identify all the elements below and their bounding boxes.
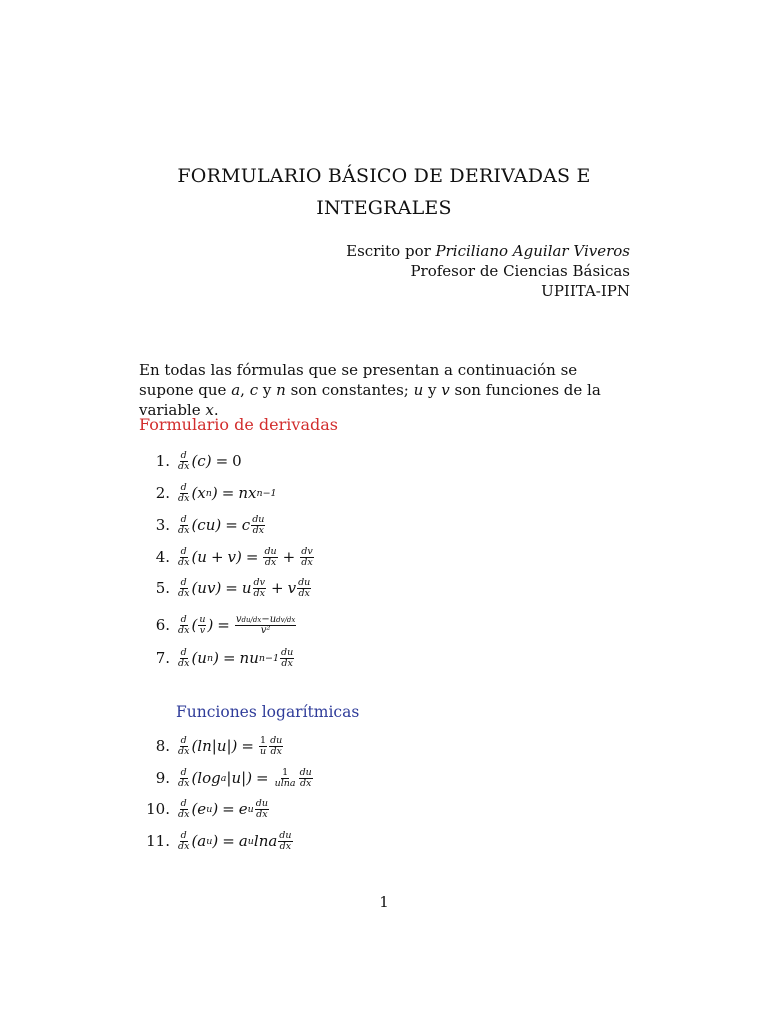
formula-3	[140, 513, 266, 537]
formula-2	[140, 481, 277, 505]
formula-1	[140, 449, 242, 473]
intro-var-x: x	[205, 401, 214, 419]
formula-number: 1.	[155, 452, 170, 470]
formula-math: $\frac{d}{dx}$ (log a |u|) = $\frac{1}{ulna}$ $\frac{du}{dx}$	[178, 766, 312, 789]
formula-math: $\frac{d}{dx}$ (c) = 0	[178, 449, 242, 472]
formula-5	[140, 576, 312, 600]
intro-text-1: En todas las fórmulas que se presentan a continuación se supone que	[139, 361, 578, 399]
formula-math: $\frac{d}{dx}$ (cu) = c $\frac{du}{dx}$	[178, 513, 265, 536]
intro-period: .	[213, 401, 219, 419]
formula-math: $\frac{d}{dx}$ (x n ) = nx n−1	[178, 481, 277, 504]
formula-math: $\frac{d}{dx}$ (e u ) = e u $\frac{du}{dx}$	[178, 797, 268, 820]
formula-number: 5.	[155, 579, 170, 597]
formula-number: 8.	[155, 737, 170, 755]
intro-var-c: c	[249, 381, 259, 399]
intro-y-2: y	[423, 381, 442, 399]
author-institution: UPIITA-IPN	[541, 282, 630, 300]
formula-math: $\frac{d}{dx}$ (ln|u|) = $\frac{1}{u}$ $\frac{du}{dx}$	[178, 734, 283, 757]
formula-number: 6.	[155, 616, 170, 634]
author-name: Priciliano Aguilar Viveros	[435, 242, 630, 260]
formula-math: $\frac{d}{dx}$ (u + v) = $\frac{du}{dx}$ + $\frac{dv}{dx}$	[178, 545, 313, 568]
page-number: 1	[379, 893, 389, 911]
title-line-1: FORMULARIO BÁSICO DE DERIVADAS E	[177, 165, 591, 187]
formula-number: 3.	[155, 516, 170, 534]
formula-8	[140, 734, 284, 758]
formula-number: 7.	[155, 649, 170, 667]
formula-number: 4.	[155, 548, 170, 566]
intro-comma: ,	[240, 381, 250, 399]
author-block	[346, 241, 630, 301]
formula-7	[140, 646, 295, 670]
author-prefix: Escrito por	[346, 242, 436, 260]
intro-var-a: a	[231, 381, 241, 399]
title-line-2: INTEGRALES	[316, 197, 452, 219]
section-heading-derivadas: Formulario de derivadas	[139, 415, 338, 434]
formula-math: $\frac{d}{dx}$ (u n ) = nu n−1 $\frac{du}{dx}$	[178, 646, 294, 669]
formula-10	[140, 797, 270, 821]
formula-9	[140, 766, 314, 790]
intro-var-n: n	[276, 381, 286, 399]
document-title	[0, 160, 768, 224]
formula-number: 10.	[146, 800, 170, 818]
formula-6	[140, 613, 297, 637]
intro-y-1: y	[258, 381, 277, 399]
author-role: Profesor de Ciencias Básicas	[410, 262, 630, 280]
formula-11	[140, 829, 294, 853]
formula-math: $\frac{d}{dx}$ (uv) = u $\frac{dv}{dx}$ + v $\frac{du}{dx}$	[178, 576, 311, 599]
subsection-heading-logaritmicas: Funciones logarítmicas	[176, 703, 360, 721]
formula-number: 11.	[146, 832, 170, 850]
author-line	[346, 241, 630, 261]
intro-var-u: u	[413, 381, 424, 399]
formula-number: 2.	[155, 484, 170, 502]
formula-4	[140, 545, 315, 569]
formula-math: $\frac{d}{dx}$ ( $\frac{u}{v}$ ) = $\frac{\text{vdu/dx−udv/dx}}{\text{v²}}$	[178, 613, 296, 636]
intro-text-3: son funciones de la variable	[139, 381, 601, 419]
intro-var-v: v	[441, 381, 450, 399]
formula-math: $\frac{d}{dx}$ (a u ) = a u lna $\frac{du}{dx}$	[178, 829, 292, 852]
intro-paragraph	[139, 360, 629, 420]
formula-number: 9.	[155, 769, 170, 787]
intro-text-2: son constantes;	[285, 381, 414, 399]
